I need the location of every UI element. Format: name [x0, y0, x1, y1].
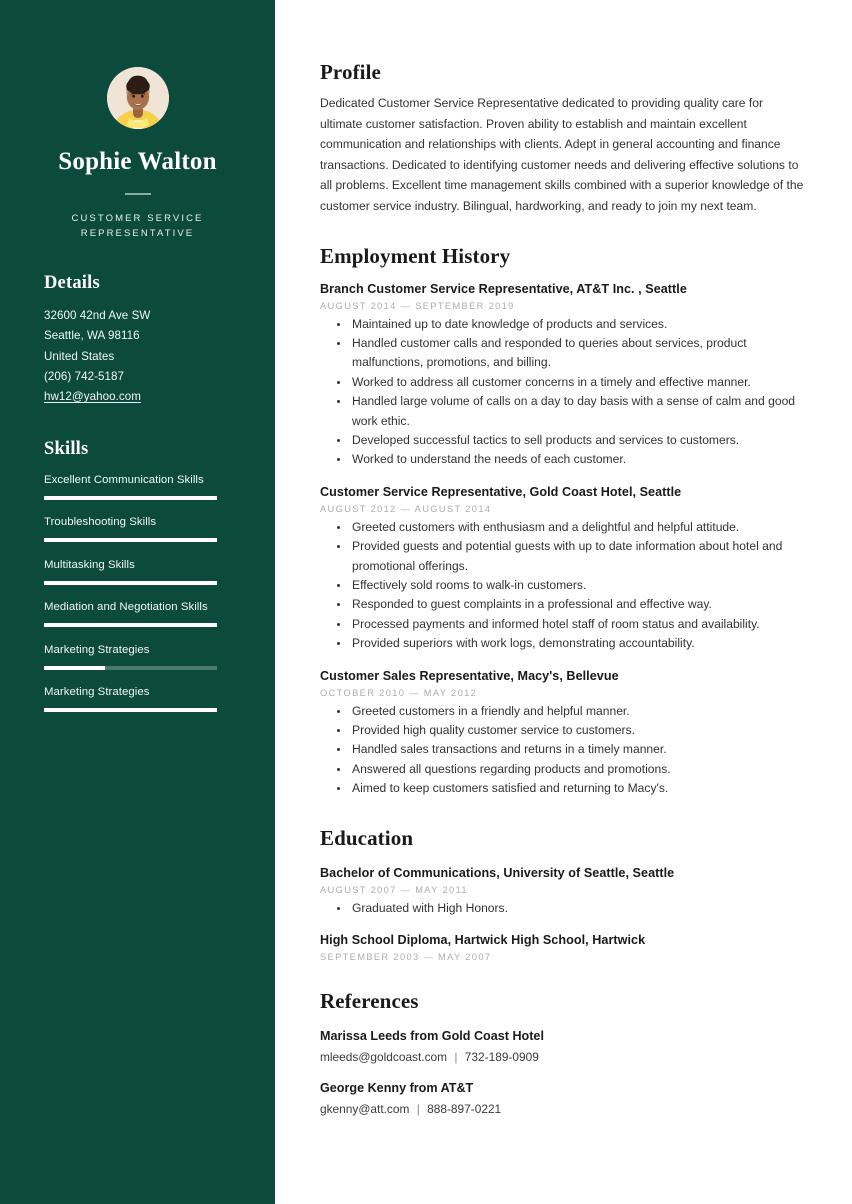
- skill-item: [44, 642, 231, 670]
- entry-date: AUGUST 2012 — AUGUST 2014: [320, 503, 492, 514]
- reference-entry: [320, 1079, 808, 1118]
- section-heading-profile: Profile: [320, 60, 381, 84]
- list-item: • Aimed to keep customers satisfied and returning to Macy's.: [350, 779, 808, 798]
- reference-phone: 888-897-0221: [427, 1102, 502, 1117]
- job-title: CUSTOMER SERVICE REPRESENTATIVE: [71, 212, 204, 240]
- reference-separator: |: [454, 1050, 458, 1065]
- employment-entry: [320, 667, 808, 799]
- skill-level-fill: [44, 666, 105, 670]
- reference-separator: |: [416, 1102, 420, 1117]
- section-heading-references: References: [320, 989, 419, 1014]
- entry-date: AUGUST 2014 — SEPTEMBER 2019: [320, 300, 515, 311]
- skill-label: Marketing Strategies: [44, 643, 150, 656]
- entry-date: SEPTEMBER 2003 — MAY 2007: [320, 952, 492, 963]
- entry-title: Customer Service Representative, Gold Coast Hotel, Seattle: [320, 484, 682, 499]
- skill-item: [44, 514, 231, 542]
- detail-email-link[interactable]: hw12@yahoo.com: [44, 390, 141, 404]
- entry-title: Customer Sales Representative, Macy's, Bellevue: [320, 668, 619, 683]
- detail-address-country: United States: [44, 349, 115, 363]
- details-list: [44, 306, 231, 407]
- skill-level-fill: [44, 708, 217, 712]
- skill-label: Marketing Strategies: [44, 686, 150, 699]
- reference-name: Marissa Leeds from Gold Coast Hotel: [320, 1029, 544, 1044]
- list-item: • Maintained up to date knowledge of products and services.: [350, 315, 808, 334]
- skill-item: [44, 684, 231, 712]
- full-name: Sophie Walton: [58, 148, 217, 175]
- avatar-container: [44, 67, 231, 129]
- detail-phone: (206) 742-5187: [44, 369, 124, 383]
- skill-level-fill: [44, 538, 217, 542]
- skill-level-fill: [44, 496, 217, 500]
- list-item: • Handled large volume of calls on a day to day basis with a sense of calm and good work ethic.: [350, 392, 808, 431]
- list-item: • Answered all questions regarding products and promotions.: [350, 760, 808, 779]
- section-heading-employment: Employment History: [320, 243, 511, 268]
- skill-item: [44, 599, 231, 627]
- skill-level-bar: [44, 538, 217, 542]
- list-item: • Provided superiors with work logs, demonstrating accountability.: [350, 634, 808, 653]
- entry-title: Branch Customer Service Representative, AT&T Inc. , Seattle: [320, 281, 687, 296]
- entry-title: High School Diploma, Hartwick High School, Hartwick: [320, 933, 646, 948]
- reference-contact: [320, 1100, 808, 1118]
- skill-level-fill: [44, 623, 217, 627]
- resume-content: [275, 0, 852, 1204]
- list-item: • Worked to address all customer concerns in a timely and effective manner.: [350, 373, 808, 392]
- list-item: • Responded to guest complaints in a professional and effective way.: [350, 595, 808, 614]
- details-heading: Details: [44, 273, 100, 294]
- detail-address-street: 32600 42nd Ave SW: [44, 309, 151, 323]
- skill-level-bar: [44, 708, 217, 712]
- reference-name: George Kenny from AT&T: [320, 1081, 474, 1096]
- list-item: • Developed successful tactics to sell products and services to customers.: [350, 431, 808, 450]
- section-heading-education: Education: [320, 825, 414, 850]
- skill-item: [44, 557, 231, 585]
- avatar: [107, 67, 169, 129]
- employment-entry: [320, 280, 808, 470]
- name-divider: [125, 193, 151, 195]
- list-item: • Graduated with High Honors.: [350, 899, 808, 918]
- reference-contact: [320, 1048, 808, 1066]
- entry-bullets: [320, 702, 808, 799]
- skill-level-bar: [44, 496, 217, 500]
- education-entry: [320, 864, 808, 918]
- profile-summary: Dedicated Customer Service Representative dedicated to providing quality care for ultimate customer satisfaction. Proven ability to establish and maintain excellent communication and relationships with clients. Adept in general accounting and finance transactions. Dedicated to identifying customer needs and delivering effective solutions to all problems. Excellent time management skills combined with a superior knowledge of the customer service industry. Bilingual, hardworking, and ready to join my next team.: [320, 96, 804, 213]
- skill-label: Excellent Communication Skills: [44, 473, 204, 486]
- skill-label: Multitasking Skills: [44, 558, 135, 571]
- skills-heading: Skills: [44, 438, 89, 459]
- list-item: • Worked to understand the needs of each customer.: [350, 450, 808, 469]
- entry-bullets: [320, 315, 808, 470]
- list-item: • Greeted customers in a friendly and helpful manner.: [350, 702, 808, 721]
- list-item: • Greeted customers with enthusiasm and a delightful and helpful attitude.: [350, 518, 808, 537]
- sidebar: [0, 0, 275, 1204]
- reference-entry: [320, 1027, 808, 1066]
- education-entry: [320, 931, 808, 962]
- entry-date: OCTOBER 2010 — MAY 2012: [320, 687, 478, 698]
- list-item: • Processed payments and informed hotel staff of room status and availability.: [350, 615, 808, 634]
- detail-address-city: Seattle, WA 98116: [44, 329, 140, 343]
- list-item: • Effectively sold rooms to walk-in customers.: [350, 576, 808, 595]
- skill-level-fill: [44, 581, 217, 585]
- skill-label: Mediation and Negotiation Skills: [44, 601, 208, 614]
- entry-date: AUGUST 2007 — MAY 2011: [320, 884, 468, 895]
- employment-entry: [320, 483, 808, 654]
- skill-level-bar: [44, 623, 217, 627]
- reference-email: gkenny@att.com: [320, 1102, 410, 1117]
- skill-level-bar: [44, 666, 217, 670]
- skill-item: [44, 472, 231, 500]
- list-item: • Provided guests and potential guests with up to date information about hotel and promotional offerings.: [350, 537, 808, 576]
- reference-phone: 732-189-0909: [464, 1050, 539, 1065]
- reference-email: mleeds@goldcoast.com: [320, 1050, 448, 1065]
- entry-bullets: [320, 518, 808, 654]
- skill-level-bar: [44, 581, 217, 585]
- skill-label: Troubleshooting Skills: [44, 516, 157, 529]
- list-item: • Handled customer calls and responded to queries about services, product malfunctions, promotions, and billing.: [350, 334, 808, 373]
- skills-list: [44, 472, 231, 713]
- list-item: • Provided high quality customer service to customers.: [350, 721, 808, 740]
- entry-bullets: [320, 899, 808, 918]
- list-item: • Handled sales transactions and returns in a timely manner.: [350, 740, 808, 759]
- entry-title: Bachelor of Communications, University of Seattle, Seattle: [320, 865, 675, 880]
